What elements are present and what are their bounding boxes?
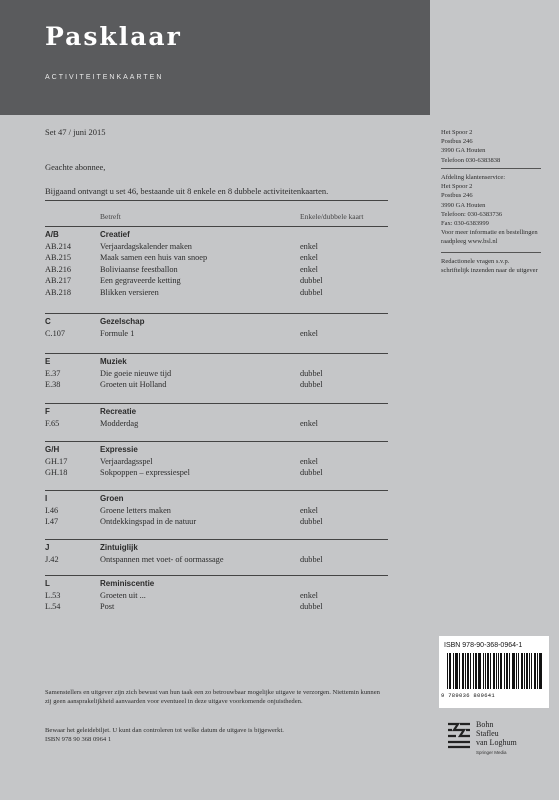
section-creatief: [45, 226, 388, 299]
editorial-line: schriftelijk inzenden naar de uitgever: [441, 267, 538, 275]
section-expressie: [45, 441, 388, 479]
barcode-bar: [490, 653, 491, 689]
card-code: F.65: [45, 418, 60, 428]
barcode-bar: [539, 653, 540, 689]
card-code: AB.215: [45, 253, 72, 263]
barcode-bar: [478, 653, 479, 689]
barcode-bar: [488, 653, 489, 689]
barcode-bar: [501, 653, 502, 689]
section-header-row: [45, 406, 388, 418]
section-header-row: [45, 356, 388, 368]
card-title: Sokpoppen – expressiespel: [100, 468, 190, 478]
section-code: F: [45, 407, 50, 416]
table-row: [45, 328, 388, 340]
barcode-bar: [479, 653, 480, 689]
section-header-row: [45, 316, 388, 328]
publisher-line: van Loghum: [476, 738, 517, 747]
greeting: Geachte abonnee,: [45, 162, 106, 172]
section-code: C: [45, 317, 51, 326]
section-name: Creatief: [100, 230, 130, 239]
section-code: L: [45, 579, 50, 588]
section-name: Expressie: [100, 445, 138, 454]
section-rule: [45, 313, 388, 314]
section-name: Gezelschap: [100, 317, 145, 326]
service-rule: [441, 252, 541, 253]
section-rule: [45, 441, 388, 442]
column-header-type: Enkele/dubbele kaart: [300, 212, 364, 221]
table-row: [45, 554, 388, 566]
table-row: [45, 252, 388, 264]
barcode-bar: [459, 653, 460, 689]
publisher-logo: [446, 716, 556, 778]
section-code: A/B: [45, 230, 59, 239]
service-line: Afdeling klantenservice:: [441, 174, 506, 181]
brand-subtitle: ACTIVITEITENKAARTEN: [45, 74, 164, 81]
card-type: dubbel: [300, 380, 323, 390]
barcode-bar: [541, 653, 542, 689]
barcode-bar: [526, 653, 527, 689]
card-title: Verjaardagsspel: [100, 456, 153, 466]
card-type: enkel: [300, 328, 318, 338]
service-line: Fax: 030-6383999: [441, 220, 489, 228]
card-type: dubbel: [300, 368, 323, 378]
card-code: AB.216: [45, 264, 72, 274]
brand-title: Pasklaar: [45, 22, 182, 51]
barcode-digits: 9 789036 809641: [441, 692, 496, 699]
publisher-sub: Springer Media: [476, 750, 507, 755]
section-header-row: [45, 444, 388, 456]
barcode-bar: [504, 653, 505, 689]
table-row: [45, 505, 388, 517]
barcode-bar: [473, 653, 474, 689]
barcode-bar: [475, 653, 476, 689]
column-header-topic: Betreft: [100, 212, 121, 221]
publisher-name: [476, 720, 517, 747]
barcode-bar: [462, 653, 463, 689]
card-type: dubbel: [300, 602, 323, 612]
table-row: [45, 516, 388, 528]
card-title: Boliviaanse feestballon: [100, 264, 178, 274]
section-reminiscentie: [45, 575, 388, 613]
footer-isbn: ISBN 978 90 368 0964 1: [45, 736, 112, 744]
section-rule: [45, 353, 388, 354]
barcode-bar: [507, 653, 508, 689]
address-line: Postbus 246: [441, 138, 473, 146]
service-line: Postbus 246: [441, 192, 473, 200]
section-header-row: [45, 493, 388, 505]
intro-text: Bijgaand ontvangt u set 46, bestaande uit 8 enkele en 8 dubbele activiteitenkaarten.: [45, 186, 329, 196]
barcode-bar: [513, 653, 514, 689]
barcode-bar: [468, 653, 469, 689]
barcode-bar: [527, 653, 528, 689]
bsl-logo-icon: [446, 720, 472, 750]
table-row: [45, 418, 388, 430]
barcode-bar: [521, 653, 522, 689]
table-row: [45, 287, 388, 299]
section-code: I: [45, 494, 48, 503]
section-zintuiglijk: [45, 539, 388, 565]
card-title: Groeten uit Holland: [100, 380, 167, 390]
service-line: Het Spoor 2: [441, 183, 473, 191]
card-title: Modderdag: [100, 418, 139, 428]
table-row: [45, 601, 388, 613]
footer-note: Bewaar het geleidebiljet. U kunt dan controleren tot welke datum de uitgave is bijgewerkt.: [45, 727, 284, 734]
section-name: Groen: [100, 494, 124, 503]
card-type: dubbel: [300, 517, 323, 527]
barcode-bar: [496, 653, 497, 689]
table-row: [45, 590, 388, 602]
editorial-block: [441, 257, 538, 275]
table-row: [45, 379, 388, 391]
barcode-bar: [487, 653, 488, 689]
card-title: Groene letters maken: [100, 505, 171, 515]
card-code: I.47: [45, 517, 59, 527]
card-title: Blikken versieren: [100, 287, 159, 297]
barcode-bar: [512, 653, 513, 689]
card-type: dubbel: [300, 287, 323, 297]
section-header-row: [45, 229, 388, 241]
card-title: Ontdekkingspad in de natuur: [100, 517, 197, 527]
card-code: I.46: [45, 505, 59, 515]
barcode-bar: [534, 653, 535, 689]
publisher-line: Bohn: [476, 720, 494, 729]
card-code: AB.217: [45, 276, 72, 286]
section-code: G/H: [45, 445, 60, 454]
section-rule: [45, 539, 388, 540]
barcode-bar: [456, 653, 457, 689]
address-line: Het Spoor 2: [441, 129, 473, 136]
card-code: AB.214: [45, 241, 72, 251]
barcode-bar: [465, 653, 466, 689]
card-type: enkel: [300, 418, 318, 428]
barcode-bar: [535, 653, 536, 689]
barcode-bar: [450, 653, 451, 689]
section-recreatie: [45, 403, 388, 429]
section-header-row: [45, 542, 388, 554]
card-title: Verjaardagskalender maken: [100, 241, 192, 251]
section-name: Recreatie: [100, 407, 137, 416]
card-type: dubbel: [300, 554, 323, 564]
card-type: enkel: [300, 264, 318, 274]
barcode-bar: [540, 653, 541, 689]
address-line: 3990 GA Houten: [441, 147, 486, 155]
card-type: dubbel: [300, 276, 323, 286]
card-type: enkel: [300, 456, 318, 466]
card-code: E.38: [45, 380, 61, 390]
barcode-bar: [449, 653, 450, 689]
card-code: J.42: [45, 554, 59, 564]
section-header-row: [45, 578, 388, 590]
set-info: Set 47 / juni 2015: [45, 127, 106, 137]
section-name: Reminiscentie: [100, 579, 155, 588]
barcode-bar: [483, 653, 484, 689]
service-line: Voor meer informatie en bestellingen: [441, 229, 538, 237]
section-groen: [45, 490, 388, 528]
section-rule: [45, 575, 388, 576]
barcode-bar: [516, 653, 517, 689]
barcode-bar: [531, 653, 532, 689]
service-line: Telefoon: 030-6383736: [441, 210, 503, 218]
barcode-bar: [514, 653, 515, 689]
barcode-bar: [467, 653, 468, 689]
card-code: GH.17: [45, 456, 68, 466]
card-code: AB.218: [45, 287, 72, 297]
card-type: enkel: [300, 505, 318, 515]
barcode-bar: [500, 653, 501, 689]
barcode-bar: [480, 653, 481, 689]
address-rule: [441, 168, 541, 169]
barcode-bar: [506, 653, 507, 689]
card-code: E.37: [45, 368, 61, 378]
barcode-label: [439, 636, 549, 708]
address-line: Telefoon 030-6383838: [441, 156, 501, 164]
section-muziek: [45, 353, 388, 391]
card-code: GH.18: [45, 468, 68, 478]
card-title: Ontspannen met voet- of oormassage: [100, 554, 224, 564]
customer-service-block: [441, 173, 538, 247]
barcode-bar: [494, 653, 495, 689]
barcode-bar: [485, 653, 486, 689]
section-gezelschap: [45, 313, 388, 339]
section-rule: [45, 403, 388, 404]
card-title: Maak samen een huis van snoep: [100, 253, 208, 263]
barcode-bar: [537, 653, 538, 689]
card-type: enkel: [300, 241, 318, 251]
section-code: J: [45, 543, 50, 552]
barcode-bar: [493, 653, 494, 689]
section-rule: [45, 226, 388, 227]
section-name: Zintuiglijk: [100, 543, 138, 552]
card-title: Die goeie nieuwe tijd: [100, 368, 172, 378]
header-band: [0, 0, 430, 115]
service-line: 3990 GA Houten: [441, 201, 486, 209]
barcode-bar: [453, 653, 454, 689]
card-code: L.54: [45, 602, 61, 612]
barcode-bar: [457, 653, 458, 689]
table-row: [45, 241, 388, 253]
section-name: Muziek: [100, 357, 127, 366]
disclaimer-text: Samenstellers en uitgever zijn zich bewust van hun taak een zo betrouwbaar mogelijke uitgave te verzorgen. Niettemin kunnen zij geen aansprakelijkheid aanvaarden voor eventueel in deze uitgave voorkomende onjuistheden.: [45, 689, 380, 706]
barcode-bar: [509, 653, 510, 689]
card-title: Een gegraveerde ketting: [100, 276, 181, 286]
service-line: raadpleeg www.bsl.nl: [441, 238, 498, 246]
barcode-bar: [476, 653, 477, 689]
barcode-bar: [470, 653, 471, 689]
footer-notes: [45, 726, 385, 745]
card-type: enkel: [300, 253, 318, 263]
address-block: [441, 128, 500, 165]
table-row: [45, 264, 388, 276]
table-row: [45, 467, 388, 479]
card-title: Groeten uit ...: [100, 590, 146, 600]
section-rule: [45, 490, 388, 491]
table-top-rule: [45, 200, 388, 201]
barcode-bar: [529, 653, 530, 689]
card-type: dubbel: [300, 468, 323, 478]
publisher-line: Stafleu: [476, 729, 499, 738]
section-code: E: [45, 357, 51, 366]
barcode-bar: [498, 653, 499, 689]
barcode-bar: [463, 653, 464, 689]
card-code: L.53: [45, 590, 61, 600]
isbn-label: ISBN 978-90-368-0964-1: [444, 642, 523, 649]
barcode-bar: [518, 653, 519, 689]
barcode-bar: [447, 653, 448, 689]
table-row: [45, 456, 388, 468]
card-type: enkel: [300, 590, 318, 600]
editorial-line: Redactionele vragen s.v.p.: [441, 258, 510, 265]
card-title: Formule 1: [100, 328, 135, 338]
barcode-bar: [455, 653, 456, 689]
table-row: [45, 275, 388, 287]
barcode-bar: [522, 653, 523, 689]
barcode-icon: [445, 653, 543, 691]
barcode-bar: [524, 653, 525, 689]
card-code: C.107: [45, 328, 66, 338]
table-row: [45, 368, 388, 380]
card-title: Post: [100, 602, 115, 612]
